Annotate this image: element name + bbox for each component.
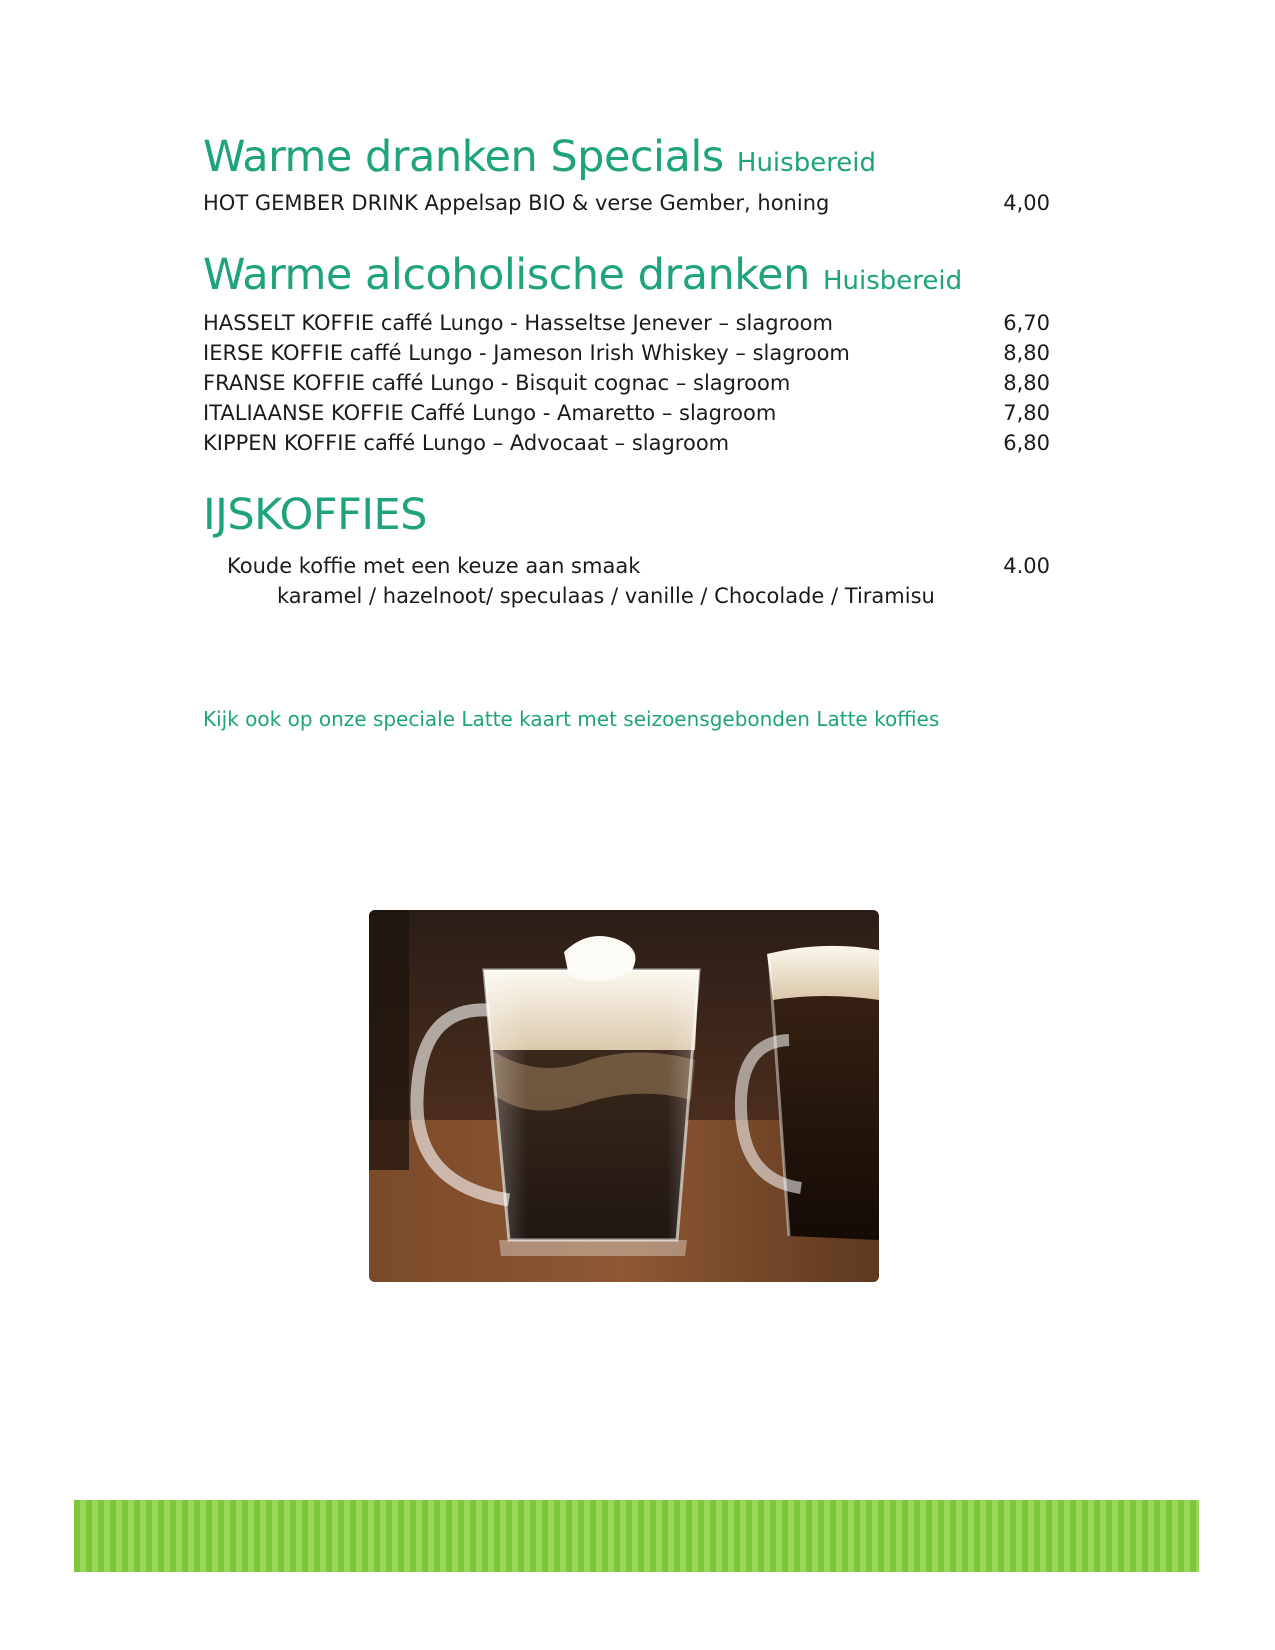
latte-card-note: Kijk ook op onze speciale Latte kaart met seizoensgebonden Latte koffies [203,707,940,731]
menu-item-description: ITALIAANSE KOFFIE Caffé Lungo - Amaretto – slagroom [203,401,777,425]
menu-item-description: FRANSE KOFFIE caffé Lungo - Bisquit cognac – slagroom [203,371,791,395]
menu-item-price: 8,80 [1003,371,1050,395]
menu-item-row [203,398,1050,428]
striped-footer-band [74,1500,1199,1572]
menu-item-row [203,308,1050,338]
irish-coffee-photo [369,910,879,1282]
section-subtitle: Huisbereid [823,266,963,296]
section-title-warme-alcoholische-dranken [203,250,962,306]
section-title-text: IJSKOFFIES [203,490,427,540]
menu-item-row [203,188,1050,218]
menu-item-price: 8,80 [1003,341,1050,365]
section-title-ijskoffies [203,490,427,540]
flavor-options: karamel / hazelnoot/ speculaas / vanille / Chocolade / Tiramisu [277,584,935,608]
section-title-warme-dranken-specials [203,132,876,188]
menu-item-price: 7,80 [1003,401,1050,425]
menu-item-row [203,368,1050,398]
menu-item-description: Koude koffie met een keuze aan smaak [227,554,641,578]
menu-item-description: KIPPEN KOFFIE caffé Lungo – Advocaat – slagroom [203,431,730,455]
menu-item-description: IERSE KOFFIE caffé Lungo - Jameson Irish Whiskey – slagroom [203,341,850,365]
menu-item-row [203,428,1050,458]
menu-item-price: 6,80 [1003,431,1050,455]
menu-item-price: 4.00 [1003,554,1050,578]
section-title-text: Warme alcoholische dranken [203,250,810,300]
menu-item-description: HOT GEMBER DRINK Appelsap BIO & verse Gember, honing [203,191,830,215]
menu-item-row [203,338,1050,368]
section-title-text: Warme dranken Specials [203,132,724,182]
flavor-options-row [203,581,1050,611]
menu-item-price: 6,70 [1003,311,1050,335]
section-subtitle: Huisbereid [736,148,877,178]
menu-item-price: 4,00 [1003,191,1050,215]
menu-item-row [203,551,1050,581]
menu-item-description: HASSELT KOFFIE caffé Lungo - Hasseltse Jenever – slagroom [203,311,833,335]
